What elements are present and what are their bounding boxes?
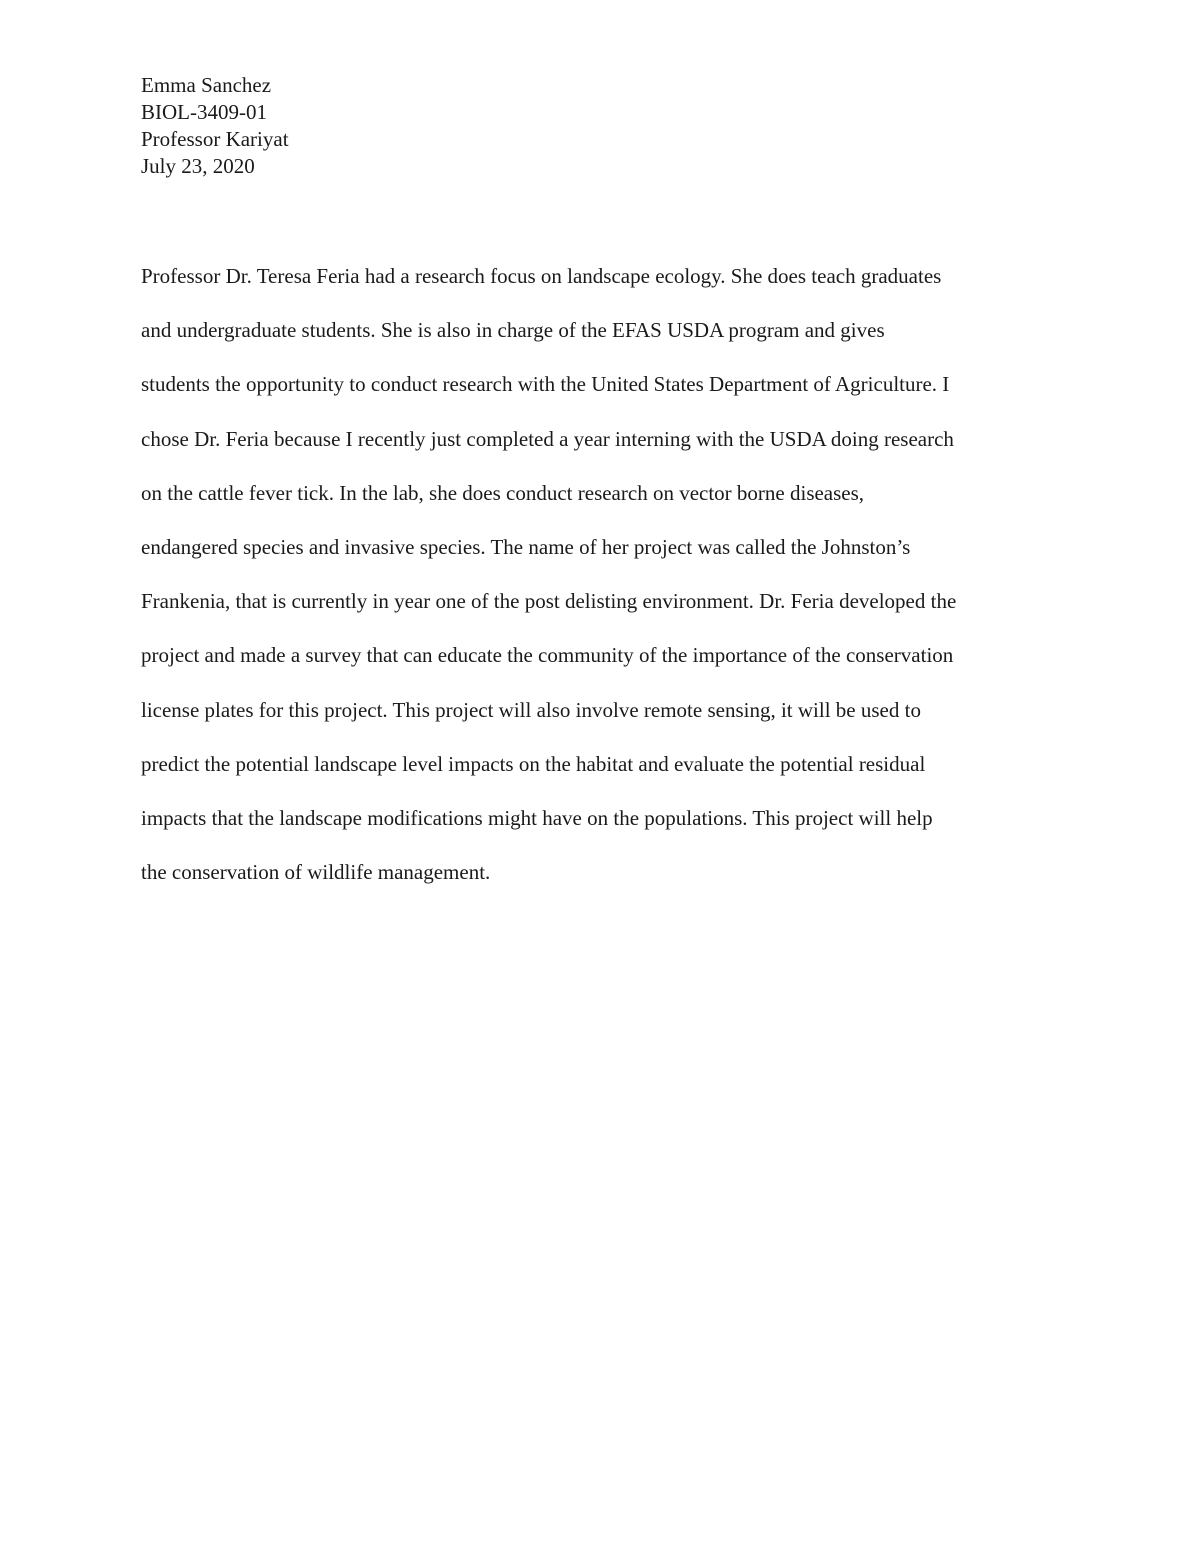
paragraph-line: students the opportunity to conduct research with the United States Department of Agriculture. I — [141, 372, 950, 397]
paragraph-line: license plates for this project. This project will also involve remote sensing, it will be used to — [141, 697, 921, 722]
document-date: July 23, 2020 — [141, 154, 255, 178]
paragraph-line: Frankenia, that is currently in year one of the post delisting environment. Dr. Feria developed the — [141, 589, 957, 614]
paragraph-line: project and made a survey that can educate the community of the importance of the conservation — [141, 643, 954, 668]
professor-name: Professor Kariyat — [141, 127, 289, 151]
body-paragraph — [141, 249, 1061, 899]
document-header — [141, 72, 289, 180]
paragraph-line: the conservation of wildlife management. — [141, 860, 491, 885]
paragraph-line: predict the potential landscape level impacts on the habitat and evaluate the potential residual — [141, 751, 926, 776]
author-name: Emma Sanchez — [141, 73, 272, 97]
paragraph-line: endangered species and invasive species. The name of her project was called the Johnston’s — [141, 535, 911, 560]
paragraph-line: chose Dr. Feria because I recently just completed a year interning with the USDA doing research — [141, 426, 954, 451]
course-code: BIOL-3409-01 — [141, 100, 267, 124]
paragraph-line: Professor Dr. Teresa Feria had a research focus on landscape ecology. She does teach graduates — [141, 264, 942, 288]
paragraph-line: and undergraduate students. She is also in charge of the EFAS USDA program and gives — [141, 318, 885, 343]
paragraph-line: impacts that the landscape modifications might have on the populations. This project will help — [141, 806, 933, 831]
paragraph-line: on the cattle fever tick. In the lab, she does conduct research on vector borne diseases, — [141, 480, 865, 505]
